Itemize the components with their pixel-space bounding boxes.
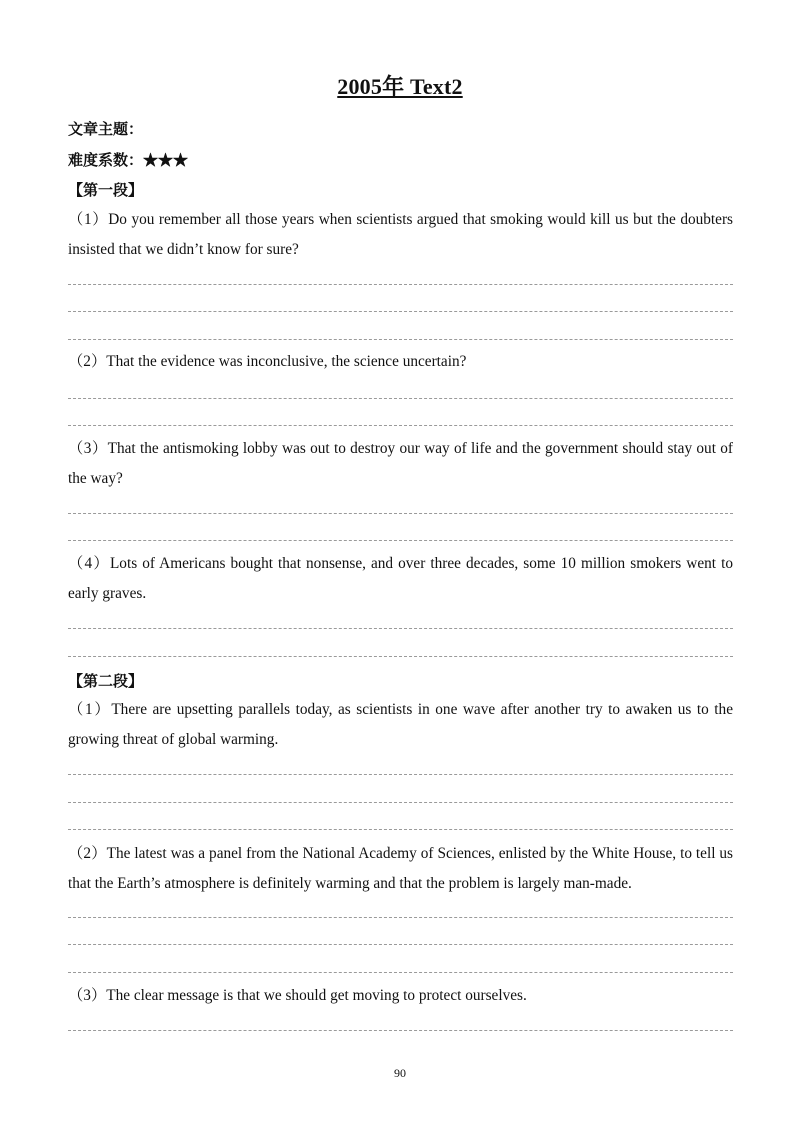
- sentence-1-1: （1）Do you remember all those years when scientists argued that smoking would kill us but the doubters insisted that we didn’t know for sure?: [68, 211, 733, 258]
- answer-line: [68, 284, 733, 285]
- section-heading-2: 【第二段】: [68, 674, 144, 690]
- sentence-2-1: （1）There are upsetting parallels today, as scientists in one wave after another try to awaken us to the growing threat of global warming.: [68, 701, 733, 748]
- answer-line: [68, 513, 733, 514]
- sentence-2-3: （3）The clear message is that we should get moving to protect ourselves.: [68, 987, 527, 1004]
- answer-line: [68, 398, 733, 399]
- sentence-2-2: （2）The latest was a panel from the National Academy of Sciences, enlisted by the White House, to tell us that the Earth’s atmosphere is definitely warming and that the problem is largely man-made.: [68, 845, 733, 892]
- answer-line: [68, 944, 733, 945]
- sentence-1-2: （2）That the evidence was inconclusive, the science uncertain?: [68, 353, 467, 370]
- answer-line: [68, 774, 733, 775]
- section-heading-1: 【第一段】: [68, 183, 144, 199]
- sentence-1-4: （4）Lots of Americans bought that nonsense, and over three decades, some 10 million smokers went to early graves.: [68, 555, 733, 602]
- answer-line: [68, 829, 733, 830]
- sentence-1-3: （3）That the antismoking lobby was out to destroy our way of life and the government should stay out of the way?: [68, 440, 733, 487]
- answer-line: [68, 425, 733, 426]
- answer-line: [68, 972, 733, 973]
- answer-line: [68, 311, 733, 312]
- answer-line: [68, 656, 733, 657]
- topic-label: 文章主题：: [68, 122, 144, 138]
- answer-line: [68, 917, 733, 918]
- answer-line: [68, 1030, 733, 1031]
- answer-line: [68, 802, 733, 803]
- page-title: 2005年 Text2: [337, 74, 463, 99]
- answer-line: [68, 628, 733, 629]
- answer-line: [68, 339, 733, 340]
- difficulty-label: 难度系数：★★★: [68, 153, 189, 169]
- answer-line: [68, 540, 733, 541]
- page-number: 90: [394, 1066, 406, 1080]
